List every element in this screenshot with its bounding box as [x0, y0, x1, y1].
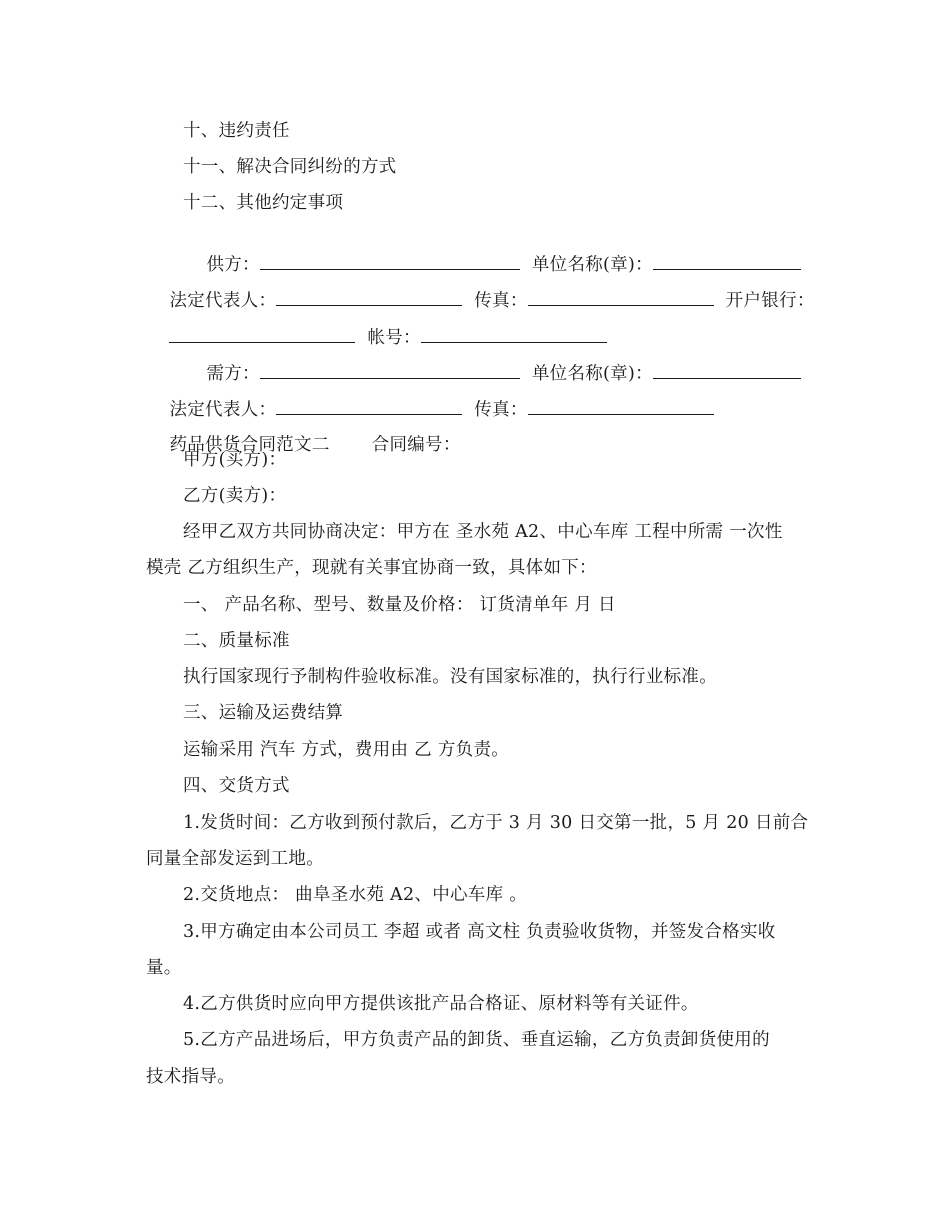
section-3-heading: 三、运输及运费结算	[183, 703, 344, 723]
item-2-line: 2.交货地点： 曲阜圣水苑 A2、中心车库 。	[183, 885, 528, 905]
party-b-line: 乙方(卖方)：	[183, 486, 287, 506]
item-5-line-1: 5.乙方产品进场后，甲方负责产品的卸货、垂直运输，乙方负责卸货使用的	[183, 1030, 770, 1050]
item-3-line-1: 3.甲方确定由本公司员工 李超 或者 高文柱 负责验收货物，并签发合格实收	[183, 922, 776, 942]
item-1-line-1: 1.发货时间：乙方收到预付款后，乙方于 3 月 30 日交第一批，5 月 20 日前合	[183, 813, 809, 833]
supplier-label: 供方：	[206, 255, 260, 275]
section-1-heading: 一、 产品名称、型号、数量及价格： 订货清单年 月 日	[183, 595, 616, 615]
clause-11-heading: 十一、解决合同纠纷的方式	[183, 157, 397, 177]
clause-10-heading: 十、违约责任	[183, 121, 290, 141]
fax-blank-2	[528, 397, 714, 415]
bank-label: 开户银行：	[725, 291, 815, 311]
contract-title: 药品供货合同范文二	[169, 435, 330, 455]
fax-label: 传真：	[474, 291, 528, 311]
section-3-text: 运输采用 汽车 方式，费用由 乙 方负责。	[183, 740, 510, 760]
account-label: 帐号：	[367, 328, 421, 348]
item-1-line-2: 同量全部发运到工地。	[146, 849, 324, 869]
legal-rep-label-2: 法定代表人：	[169, 400, 277, 420]
intro-line-2: 模壳 乙方组织生产，现就有关事宜协商一致，具体如下：	[146, 558, 597, 578]
section-4-heading: 四、交货方式	[183, 776, 290, 796]
unit-name-label: 单位名称(章)：	[531, 255, 653, 275]
clause-12-heading: 十二、其他约定事项	[183, 193, 344, 213]
fax-label-2: 传真：	[474, 400, 528, 420]
buyer-label: 需方：	[206, 364, 260, 384]
item-3-line-2: 量。	[146, 958, 182, 978]
item-5-line-2: 技术指导。	[146, 1067, 235, 1087]
unit-name-label-2: 单位名称(章)：	[531, 364, 653, 384]
section-2-heading: 二、质量标准	[183, 631, 290, 651]
legal-rep-label: 法定代表人：	[169, 291, 277, 311]
intro-line-1: 经甲乙双方共同协商决定：甲方在 圣水苑 A2、中心车库 工程中所需 一次性	[183, 522, 783, 542]
section-2-text: 执行国家现行予制构件验收标准。没有国家标准的，执行行业标准。	[183, 667, 717, 687]
party-a-line: 甲方(买方)：	[183, 450, 287, 470]
contract-number-label: 合同编号：	[371, 435, 461, 455]
item-4-line: 4.乙方供货时应向甲方提供该批产品合格证、原材料等有关证件。	[183, 994, 699, 1014]
